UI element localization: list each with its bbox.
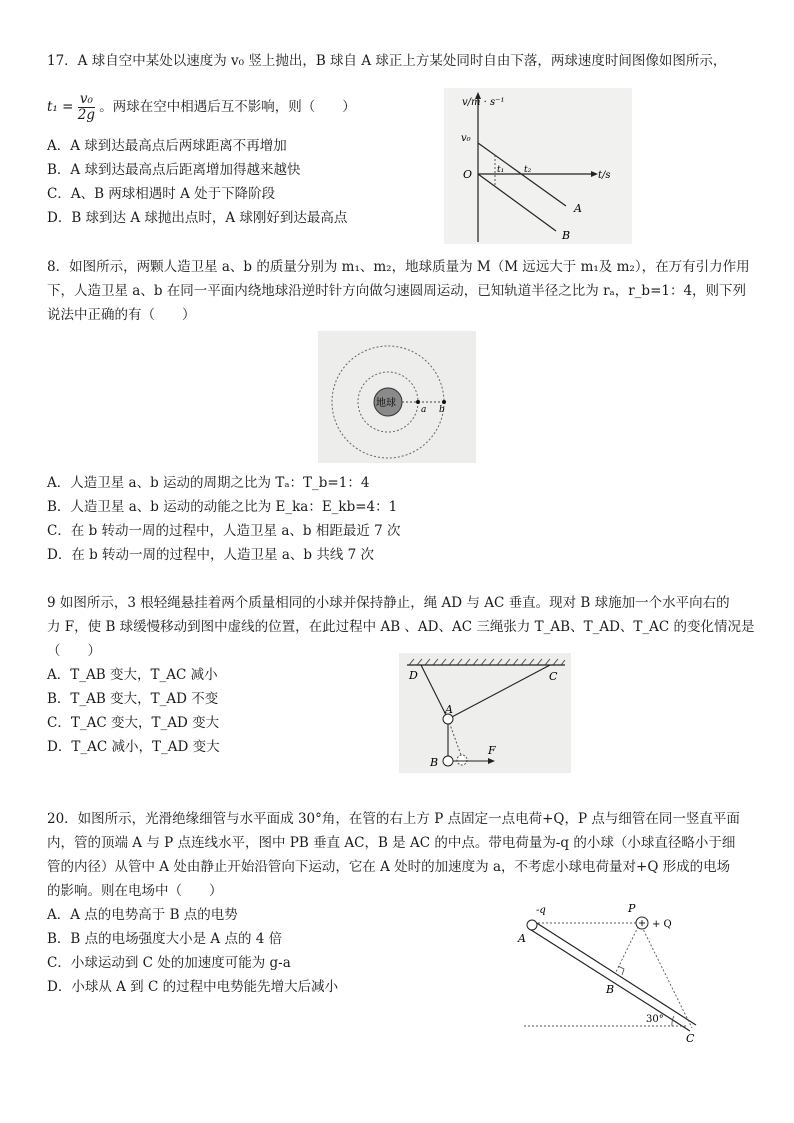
q17-option-b[interactable]: B．A 球到达最高点后距离增加得越来越快 <box>47 162 301 178</box>
q20-stem-line1: 20．如图所示，光滑绝缘细管与水平面成 30°角，在管的右上方 P 点固定一点电荷+Q，P 点与细管在同一竖直平面 <box>47 811 740 827</box>
q8-satellite-a <box>416 400 420 404</box>
q17-stem-rest: 。两球在空中相遇后互不影响，则（ ） <box>99 99 356 115</box>
q20-right-angle-mark <box>618 966 624 975</box>
q20-option-b[interactable]: B．B 点的电场强度大小是 A 点的 4 倍 <box>47 931 283 947</box>
q17-t1-label: t₁ = <box>47 99 74 115</box>
q20-option-a[interactable]: A．A 点的电势高于 B 点的电势 <box>47 907 238 923</box>
q17-fraction <box>78 92 95 123</box>
q17-v0-label: v₀ <box>461 133 471 144</box>
q8-option-b[interactable]: B．人造卫星 a、b 运动的动能之比为 E_ka：E_kb=4：1 <box>47 499 398 515</box>
q20-label-minus-q: -q <box>536 905 546 916</box>
q9-label-f: F <box>488 744 496 757</box>
q20-ball <box>527 920 537 930</box>
q8-stem-line2: 下，人造卫星 a、b 在同一平面内绕地球沿逆时针方向做匀速圆周运动，已知轨道半径之比为 rₐ，r_b=1：4，则下列 <box>47 283 747 299</box>
q17-vt-graph <box>444 88 632 244</box>
q17-label-b: B <box>562 229 571 242</box>
q20-stem-line4: 的影响。则在电场中（ ） <box>47 883 223 899</box>
q20-tube-upper <box>532 920 696 1025</box>
q17-xlabel: t/s <box>598 170 611 181</box>
q9-label-a: A <box>445 703 453 716</box>
q20-option-c[interactable]: C．小球运动到 C 处的加速度可能为 g-a <box>47 955 291 971</box>
q9-figure-bg <box>399 653 571 773</box>
q20-label-a: A <box>518 932 526 945</box>
q17-frac-num: v₀ <box>78 92 95 108</box>
q20-label-angle: 30° <box>646 1014 664 1025</box>
q9-stem-line2: 力 F，使 B 球缓慢移动到图中虚线的位置，在此过程中 AB 、AD、AC 三绳张力 T_AB、T_AD、T_AC 的变化情况是 <box>47 619 755 635</box>
q20-stem-line2: 内，管的顶端 A 与 P 点连线水平，图中 PB 垂直 AC，B 是 AC 的中点。带电荷量为-q 的小球（小球直径略小于细 <box>47 835 736 851</box>
q9-option-b[interactable]: B．T_AB 变大，T_AD 不变 <box>47 691 219 707</box>
q17-stem-line2 <box>47 92 356 123</box>
q17-t1-label-fig: t₁ <box>497 165 505 175</box>
q8-stem-line3: 说法中正确的有（ ） <box>47 307 196 323</box>
q8-satellite-b <box>442 400 446 404</box>
q20-label-plus-q: + Q <box>652 919 672 930</box>
q8-stem-line1: 8．如图所示，两颗人造卫星 a、b 的质量分别为 m₁、m₂，地球质量为 M（M 远远大于 m₁及 m₂），在万有引力作用 <box>47 259 750 275</box>
q17-frac-den: 2g <box>77 107 95 123</box>
q8-earth-label: 地球 <box>376 398 396 409</box>
q9-rope-figure <box>399 653 571 773</box>
q17-label-a: A <box>574 202 582 215</box>
q9-label-d: D <box>409 669 418 682</box>
q8-option-c[interactable]: C．在 b 转动一周的过程中，人造卫星 a、b 相距最近 7 次 <box>47 523 401 539</box>
q17-option-d[interactable]: D．B 球到达 A 球抛出点时，A 球刚好到达最高点 <box>47 210 348 226</box>
q9-ball-b-dashed <box>457 755 467 765</box>
q20-label-c: C <box>686 1032 695 1045</box>
q20-pc-line <box>640 923 692 1028</box>
q17-stem-line1: 17．A 球自空中某处以速度为 v₀ 竖上抛出，B 球自 A 球正上方某处同时自由下落，两球速度时间图像如图所示， <box>47 53 727 69</box>
q8-label-b: b <box>439 405 445 415</box>
q20-tube-lower <box>528 928 690 1031</box>
q8-orbit-figure <box>318 331 476 463</box>
q20-option-d[interactable]: D．小球从 A 到 C 的过程中电势能先增大后减小 <box>47 979 339 995</box>
q17-ylabel: v/m · s⁻¹ <box>462 97 505 108</box>
q9-option-a[interactable]: A．T_AB 变大，T_AC 减小 <box>47 667 218 683</box>
q17-option-a[interactable]: A．A 球到达最高点后两球距离不再增加 <box>47 138 287 154</box>
q17-origin-label: O <box>463 168 473 181</box>
q20-pb-line <box>616 923 640 972</box>
q9-ball-b <box>443 756 453 766</box>
q20-stem-line3: 管的内径）从管中 A 处由静止开始沿管向下运动，它在 A 处时的加速度为 a，不考虑小球电荷量对+Q 形成的电场 <box>47 859 731 875</box>
q9-stem-line3: （ ） <box>47 643 101 659</box>
q9-label-b: B <box>430 756 439 769</box>
q9-option-c[interactable]: C．T_AC 变大，T_AD 变大 <box>47 715 220 731</box>
q17-option-c[interactable]: C．A、B 两球相遇时 A 处于下降阶段 <box>47 186 276 202</box>
q20-tube-figure <box>510 900 710 1045</box>
q20-label-b: B <box>606 983 615 996</box>
q20-label-p: P <box>628 902 636 915</box>
q9-label-c: C <box>549 670 558 683</box>
q17-t2-label-fig: t₂ <box>524 165 532 175</box>
q17-figure-bg <box>444 88 632 244</box>
q9-stem-line1: 9 如图所示，3 根轻绳悬挂着两个质量相同的小球并保持静止，绳 AD 与 AC 垂直。现对 B 球施加一个水平向右的 <box>47 595 730 611</box>
q8-label-a: a <box>421 405 427 415</box>
q8-option-a[interactable]: A．人造卫星 a、b 运动的周期之比为 Tₐ：T_b=1：4 <box>47 475 370 491</box>
q8-option-d[interactable]: D．在 b 转动一周的过程中，人造卫星 a、b 共线 7 次 <box>47 547 374 563</box>
q9-option-d[interactable]: D．T_AC 减小，T_AD 变大 <box>47 739 220 755</box>
